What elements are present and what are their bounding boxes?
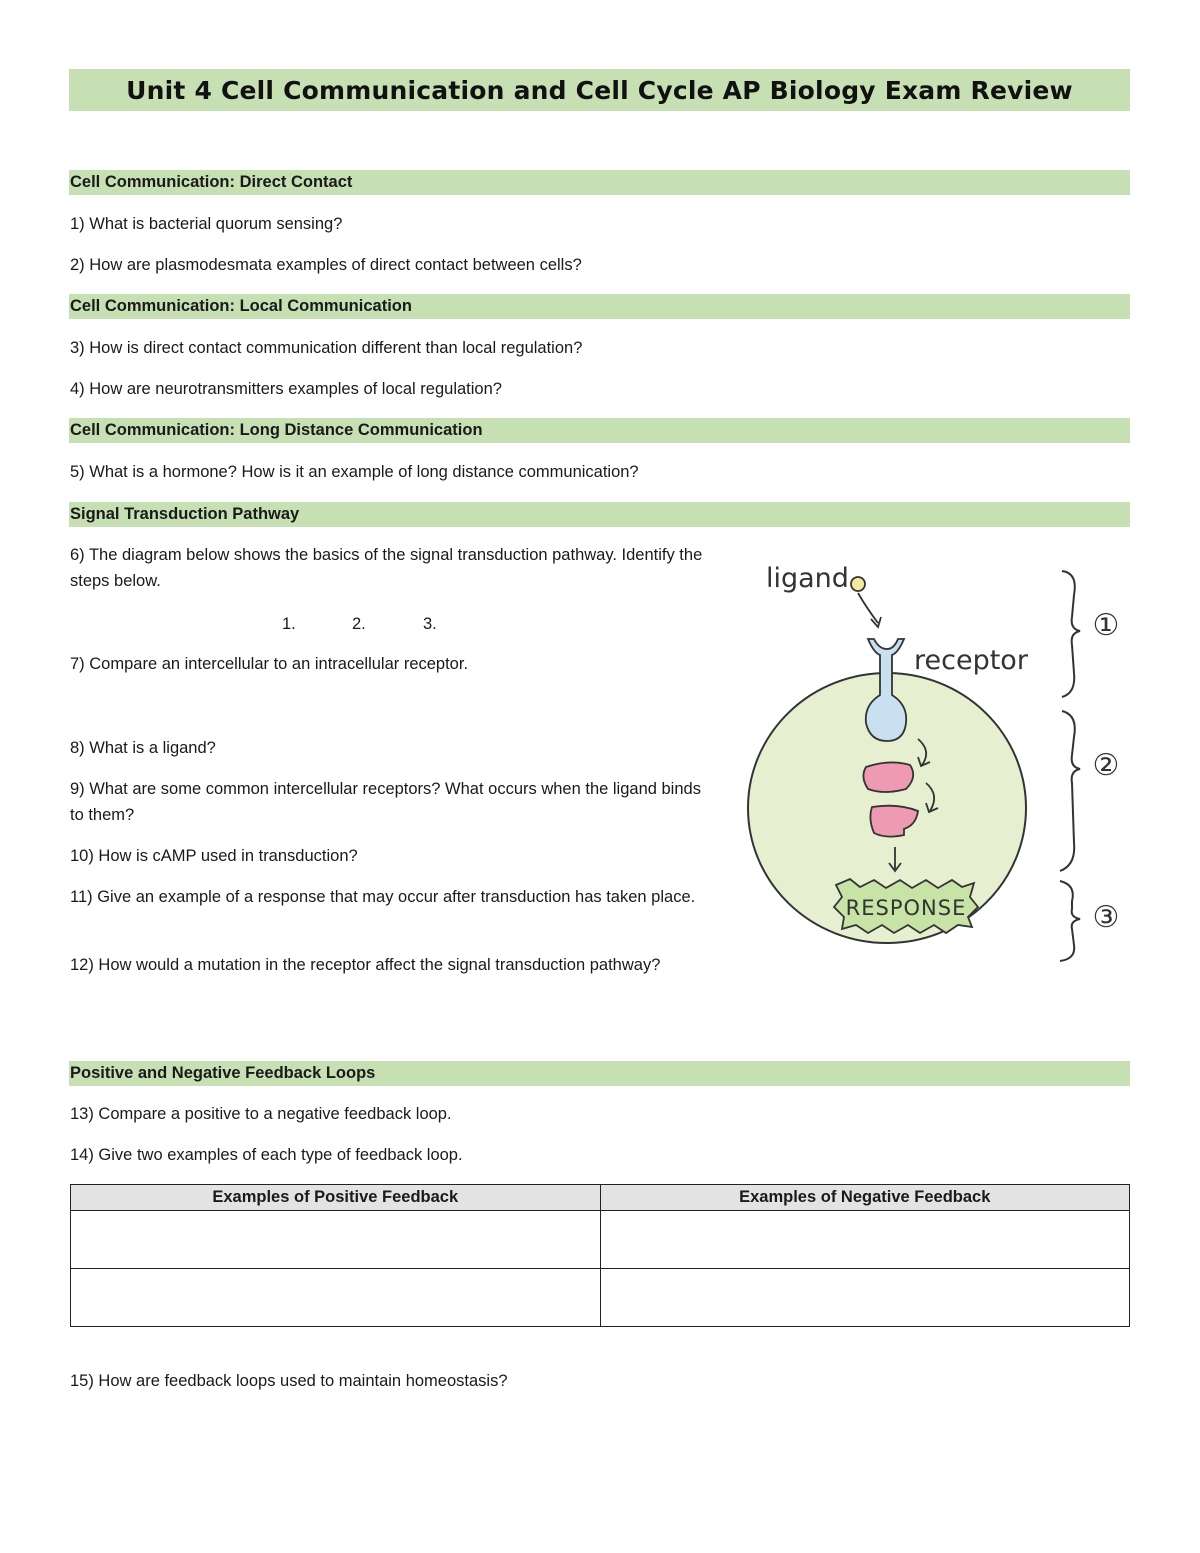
question-6: 6) The diagram below shows the basics of the signal transduction pathway. Identify the steps below. — [70, 546, 703, 590]
brace-stage-1 — [1062, 571, 1080, 697]
question-8: 8) What is a ligand? — [70, 739, 216, 757]
question-11: 11) Give an example of a response that may occur after transduction has taken place. — [70, 888, 696, 906]
question-7: 7) Compare an intercellular to an intracellular receptor. — [70, 655, 469, 673]
question-12: 12) How would a mutation in the receptor affect the signal transduction pathway? — [70, 956, 661, 974]
section-feedback-loops: Positive and Negative Feedback Loops — [69, 1061, 1130, 1086]
step-label-2: 2. — [352, 615, 366, 633]
question-9: 9) What are some common intercellular receptors? What occurs when the ligand binds to them? — [70, 780, 701, 824]
table-row — [71, 1211, 1130, 1269]
positive-feedback-header: Examples of Positive Feedback — [71, 1185, 601, 1211]
section-signal-transduction: Signal Transduction Pathway — [69, 502, 1130, 527]
negative-feedback-header: Examples of Negative Feedback — [600, 1185, 1130, 1211]
step-label-3: 3. — [423, 615, 437, 633]
question-13: 13) Compare a positive to a negative feedback loop. — [70, 1105, 452, 1123]
question-15: 15) How are feedback loops used to maintain homeostasis? — [70, 1372, 508, 1390]
table-row — [71, 1269, 1130, 1327]
table-cell — [600, 1269, 1130, 1327]
section-long-distance: Cell Communication: Long Distance Communication — [69, 418, 1130, 443]
table-header-row — [71, 1185, 1130, 1211]
stage-2-number: ② — [1092, 748, 1120, 783]
question-5: 5) What is a hormone? How is it an example of long distance communication? — [70, 463, 639, 481]
relay-protein-1 — [863, 762, 913, 792]
signal-transduction-diagram — [740, 555, 1135, 975]
ligand-icon — [851, 577, 865, 591]
question-3: 3) How is direct contact communication different than local regulation? — [70, 339, 583, 357]
section-local-communication: Cell Communication: Local Communication — [69, 294, 1130, 319]
ligand-label: ligand — [766, 563, 849, 594]
feedback-examples-table — [70, 1184, 1130, 1327]
question-10: 10) How is cAMP used in transduction? — [70, 847, 358, 865]
table-cell — [600, 1211, 1130, 1269]
question-2: 2) How are plasmodesmata examples of direct contact between cells? — [70, 256, 582, 274]
response-label: RESPONSE — [845, 896, 967, 920]
stage-1-number: ① — [1092, 608, 1120, 643]
brace-stage-2 — [1060, 711, 1080, 871]
section-direct-contact: Cell Communication: Direct Contact — [69, 170, 1130, 195]
receptor-label: receptor — [914, 645, 1028, 676]
question-14: 14) Give two examples of each type of feedback loop. — [70, 1146, 463, 1164]
stage-3-number: ③ — [1092, 900, 1120, 935]
question-1: 1) What is bacterial quorum sensing? — [70, 215, 343, 233]
step-label-1: 1. — [282, 615, 296, 633]
table-cell — [71, 1211, 601, 1269]
table-cell — [71, 1269, 601, 1327]
ligand-arrow — [858, 593, 878, 623]
page-title: Unit 4 Cell Communication and Cell Cycle AP Biology Exam Review — [126, 75, 1073, 105]
question-4: 4) How are neurotransmitters examples of local regulation? — [70, 380, 502, 398]
brace-stage-3 — [1060, 881, 1080, 961]
title-bar — [69, 69, 1130, 111]
